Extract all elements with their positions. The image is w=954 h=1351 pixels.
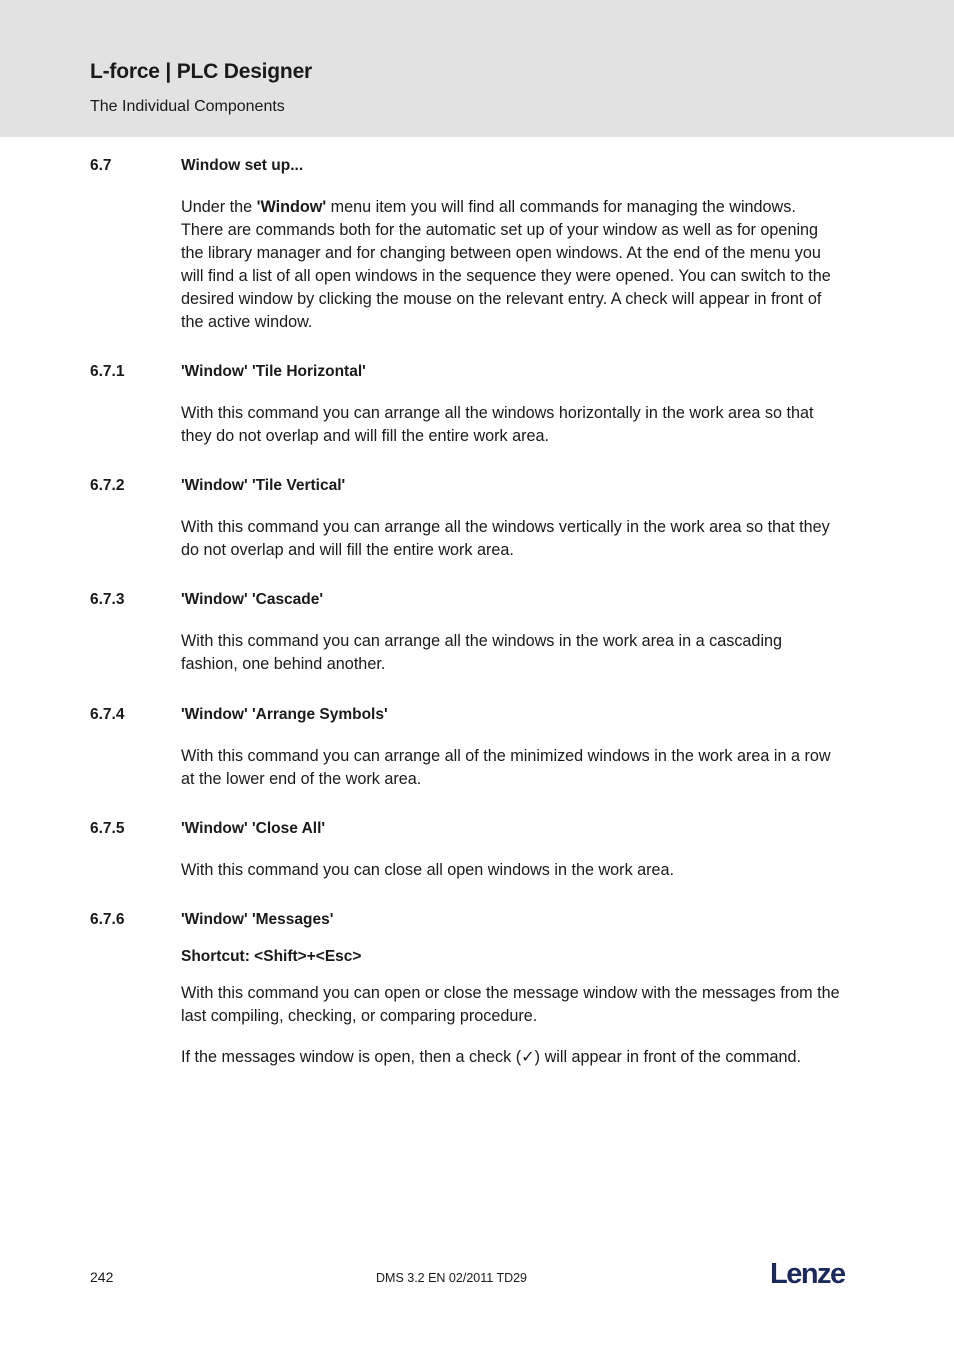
subsection-paragraph-check-note: If the messages window is open, then a check (✓) will appear in front of the command. — [181, 1048, 802, 1066]
subsection-title: 'Window' 'Cascade' — [181, 591, 324, 608]
section-number: 6.7 — [90, 157, 112, 174]
document-subtitle: The Individual Components — [90, 98, 285, 115]
subsection-paragraph: With this command you can arrange all the windows vertically in the work area so that they do not overlap and will fill the entire work area. — [181, 518, 830, 559]
document-title: L-force | PLC Designer — [90, 60, 313, 83]
subsection-title: 'Window' 'Close All' — [181, 820, 326, 837]
intro-window-keyword: 'Window' — [256, 198, 327, 216]
subsection-title: 'Window' 'Tile Vertical' — [181, 477, 346, 494]
subsection-number: 6.7.1 — [90, 363, 125, 380]
document-reference: DMS 3.2 EN 02/2011 TD29 — [376, 1271, 528, 1285]
subsection-paragraph: With this command you can arrange all the windows horizontally in the work area so that they do not overlap and will fill the entire work area. — [181, 404, 814, 445]
subsection-number: 6.7.3 — [90, 591, 125, 608]
subsection-number: 6.7.2 — [90, 477, 125, 494]
subsection-number: 6.7.5 — [90, 820, 125, 837]
lenze-logo — [770, 1256, 852, 1290]
intro-text-prefix: Under the — [181, 198, 257, 216]
lenze-logo-text: Lenze — [770, 1258, 845, 1290]
section-intro-paragraph — [181, 196, 841, 334]
subsection-number: 6.7.6 — [90, 911, 125, 928]
intro-text-suffix: menu item you will find all commands for managing the windows. There are commands both for the automatic set up of your window as well as for opening the library manager and for changing between open windows. At the end of the menu you will find a list of all open windows in the sequence they were opened. You can switch to the desired window by clicking the mouse on the relevant entry. A check will appear in front of the active window. — [181, 198, 831, 331]
subsection-paragraph: With this command you can arrange all of the minimized windows in the work area in a row at the lower end of the work area. — [181, 747, 831, 788]
subsection-number: 6.7.4 — [90, 706, 125, 723]
subsection-title: 'Window' 'Arrange Symbols' — [181, 706, 388, 723]
subsection-paragraph: With this command you can open or close the message window with the messages from the last compiling, checking, or comparing procedure. — [181, 984, 840, 1025]
subsection-paragraph: With this command you can close all open windows in the work area. — [181, 861, 675, 879]
subsection-title: 'Window' 'Messages' — [181, 911, 334, 928]
subsection-title: 'Window' 'Tile Horizontal' — [181, 363, 366, 380]
page-number: 242 — [90, 1269, 114, 1285]
section-title: Window set up... — [181, 157, 304, 174]
shortcut-label: Shortcut: <Shift>+<Esc> — [181, 948, 362, 965]
subsection-paragraph: With this command you can arrange all the windows in the work area in a cascading fashion, one behind another. — [181, 632, 783, 673]
